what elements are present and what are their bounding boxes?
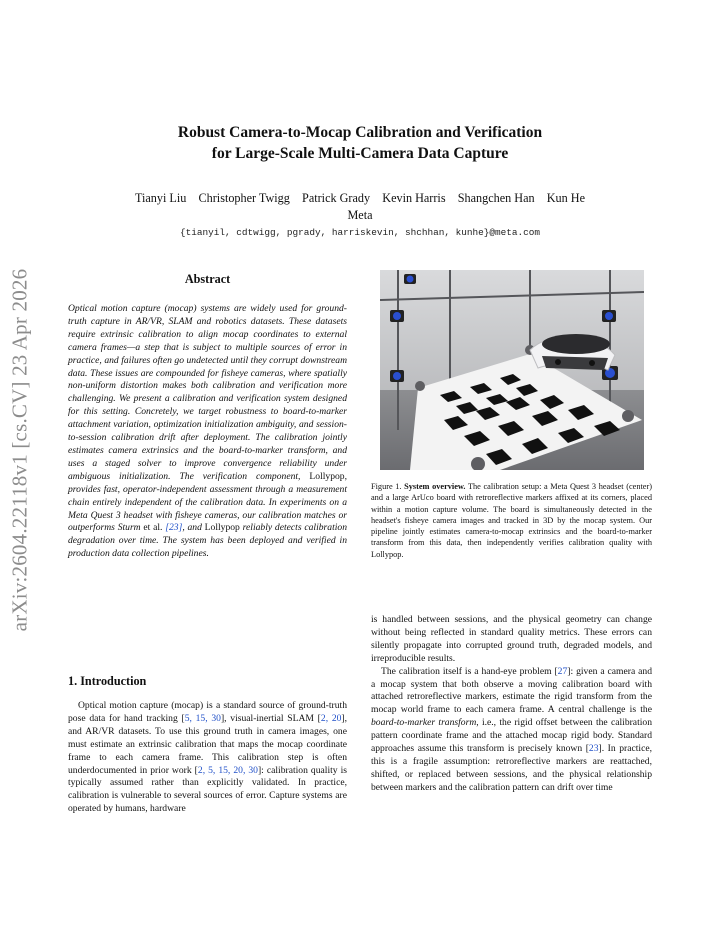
- lollypop-name: Lollypop: [309, 470, 345, 482]
- arxiv-identifier-stamp: [0, 240, 40, 660]
- citation-link[interactable]: 2, 20: [320, 712, 342, 724]
- paragraph: is handled between sessions, and the physical geometry can change without being reflected in standard quality metrics. These errors can silently propagate into corrupted ground truth, degraded models, and irreproducible results.: [371, 614, 652, 664]
- intro-text-2: ], visual-inertial SLAM [: [220, 712, 321, 724]
- paragraph: [371, 666, 652, 795]
- introduction-heading: 1. Introduction: [68, 674, 147, 688]
- intro-text-1: Optical motion capture (mocap) is a standard source of ground-truth pose data for hand tracking [: [68, 700, 347, 724]
- abstract-part-4: reliably detects calibration degradation over time. The system has been deployed and verified in production data collection pipelines.: [68, 522, 347, 560]
- abstract-part-1: Optical motion capture (mocap) systems are widely used for ground-truth capture in AR/VR, SLAM and robotics datasets. These datasets require extrinsic calibration to align mocap coordinates to external camera frames—a step that is subject to multiple sources of error in practice, and failures often go undetected until they corrupt downstream data. These issues are compounded for fisheye cameras, where spatially non-uniform distortion makes both calibration and verification more challenging. We present a calibration and verification system designed for this setting. Concretely, we target robustness to board-to-marker attachment variation, optimization initialization ambiguity, and session-to-session calibration drift after deployment. The calibration jointly estimates camera extrinsics and the board-to-marker transform, and uses a staged solver to improve convergence reliability under ambiguous initialization. The verification component,: [68, 303, 347, 482]
- intro-text-3: ], and AR/VR datasets. To use this ground truth in camera images, one must estimate an extrinsic calibration that maps the mocap coordinate frame to each camera frame. This calibration step is often underdocumented in prior work [: [68, 712, 348, 776]
- text-run: ]. In practice, this is a fragile assumption: retroreflective markers are reattached, shifted, or replaced between sessions, and the physical relationship between markers and the calibration pattern can drift over time: [371, 743, 652, 793]
- figure-label: Figure 1.: [371, 482, 402, 491]
- abstract-part-2: , provides fast, operator-independent assessment through a measurement chain entirely independent of the calibration data. In experiments on a Meta Quest 3 headset with fisheye cameras, our calibration matches or outperforms Sturm: [68, 470, 347, 534]
- right-column-text: [371, 614, 652, 795]
- paper-title: [100, 122, 620, 164]
- abstract-heading: Abstract: [184, 272, 231, 286]
- emphasis: board-to-marker transform: [371, 717, 477, 729]
- et-al: et al.: [140, 522, 166, 534]
- text-run: , i.e., the rigid offset between the calibration pattern coordinate frame and the attached mocap rigid body. Standard approaches assume this transform is precisely known [: [371, 717, 652, 755]
- introduction-text: [68, 700, 347, 816]
- figure-1-photo: [380, 270, 644, 470]
- title-line-1: Robust Camera-to-Mocap Calibration and Verification: [177, 124, 543, 141]
- abstract-text: [68, 303, 347, 561]
- affiliation: Meta: [347, 208, 373, 222]
- intro-text-4: ]: calibration quality is typically assumed rather than explicitly validated. In practice, calibration is vulnerable to several sources of error. Capture systems are operated by humans, hardware: [68, 764, 348, 815]
- citation-link[interactable]: 23: [588, 743, 599, 755]
- author-emails: {tianyil, cdtwigg, pgrady, harriskevin, shchhan, kunhe}@meta.com: [179, 227, 541, 238]
- text-run: ]: given a camera and a mocap system that both observe a moving calibration board with attached retroreflective markers, estimate the rigid transform from the mocap world frame to each camera frame. A central challenge is the: [371, 665, 652, 716]
- figure-1-caption: [371, 481, 652, 560]
- citation-link[interactable]: 5, 15, 30: [184, 712, 221, 724]
- title-line-2: for Large-Scale Multi-Camera Data Capture: [211, 145, 509, 162]
- figure-title: System overview.: [404, 482, 466, 491]
- abstract-part-3: , and: [182, 522, 202, 534]
- author-list: Tianyi Liu Christopher Twigg Patrick Grady Kevin Harris Shangchen Han Kun He: [134, 191, 586, 205]
- citation-link[interactable]: 27: [557, 665, 568, 677]
- author-block: [80, 190, 640, 224]
- citation-link[interactable]: 2, 5, 15, 20, 30: [197, 764, 258, 776]
- figure-caption-text: The calibration setup: a Meta Quest 3 headset (center) and a large ArUco board with retroreflective markers affixed at its corners, placed within a motion capture volume. The board is simultaneously detected in the headset's fisheye camera images and tracked in 3D by the mocap system. Our pipeline jointly estimates camera-to-mocap extrinsics and the board-to-marker transform from this data, then independently verifies calibration quality with Lollypop.: [371, 482, 652, 559]
- arxiv-id-text: arXiv:2604.22118v1 [cs.CV] 23 Apr 2026: [7, 268, 32, 632]
- lollypop-name-2: Lollypop: [201, 522, 243, 534]
- calibration-setup-illustration: [380, 270, 644, 470]
- text-run: The calibration itself is a hand-eye problem [: [381, 665, 558, 677]
- citation-link[interactable]: [23]: [165, 522, 183, 534]
